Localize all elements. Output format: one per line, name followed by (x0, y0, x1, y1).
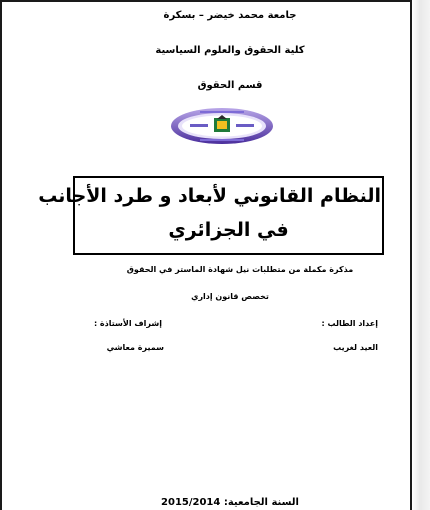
thesis-title-line2: في الجزائري (168, 219, 289, 241)
specialty-label: تخصص قانون إداري (191, 292, 269, 301)
academic-year: السنة الجامعية: 2015/2014 (161, 497, 299, 508)
supervisor-name: سميرة معاشي (106, 343, 164, 352)
supervisor-label: إشراف الأستاذة : (93, 319, 162, 328)
faculty-name: كلية الحقوق والعلوم السياسية (155, 45, 305, 56)
department-name: قسم الحقوق (197, 80, 263, 91)
page-edge-shadow (412, 0, 430, 510)
student-label: إعداد الطالب : (321, 319, 378, 328)
university-logo (170, 106, 274, 146)
frame-left-line (0, 0, 2, 510)
university-name: جامعة محمد خيضر – بسكرة (163, 10, 297, 21)
frame-top-line (0, 0, 412, 2)
memo-description: مذكرة مكملة من متطلبات نيل شهادة الماستر في الحقوق (126, 265, 354, 274)
student-name: العيد لغريب (333, 343, 378, 352)
thesis-title-line1: النظام القانوني لأبعاد و طرد الأجانب (38, 185, 381, 207)
frame-right-line (410, 0, 412, 510)
